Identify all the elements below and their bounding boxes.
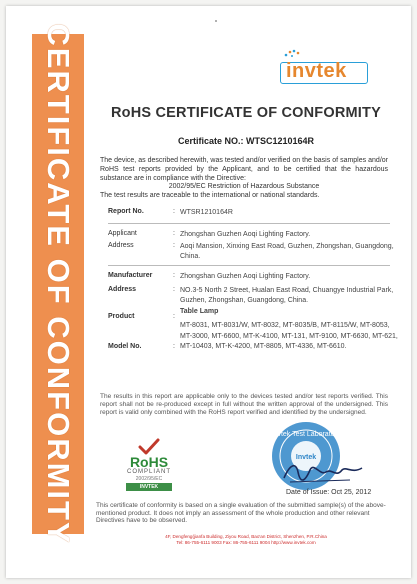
conformity-note: This certificate of conformity is based on a single evaluation of the submitted sample(s) of the above-mentioned product. It does not imply an assessment of the whole production and other relevant Directives have to be observed. bbox=[96, 502, 386, 524]
rohs-directive-text: 2002/95/EC bbox=[135, 476, 163, 482]
traceability-statement: The test results are traceable to the international or national standards. bbox=[100, 192, 320, 199]
model-no-label: Model No. bbox=[108, 343, 142, 350]
results-paragraph: The results in this report are applicable only to the devices tested and/or test reports verified. This report shall not be re-produced except in full without the written approval of the undersigned. This report is valid only combined with the RoHS report verified and identified by the undersigned. bbox=[100, 393, 388, 416]
top-mark bbox=[215, 20, 217, 22]
address-line: 4F, Dengfeng(jianfa Building, Ziyou Road, Bao'an District, Shenzhen, P.R.China bbox=[165, 534, 327, 539]
applicant-label: Applicant bbox=[108, 230, 137, 237]
certificate-number: Certificate NO.: WTSC1210164R bbox=[177, 136, 315, 146]
model-no-value: MT-8031, MT-8031/W, MT-8032, MT-8035/B, MT-8115/W, MT-8053, MT-3000, MT-6600, MT-K-4100, MT-131, MT-9100, MT-6630, MT-621, MT-10403, MT-K-4200, MT-8805, MT-4336, MT-6610. bbox=[180, 322, 398, 350]
product-label: Product bbox=[108, 313, 135, 320]
colon: : bbox=[173, 230, 175, 237]
manufacturer-address-value: NO.3-5 North 2 Street, Hualan East Road, Chuangye Industrial Park, Guzhen, Zhongshan, Guangdong, China. bbox=[180, 287, 394, 304]
colon: : bbox=[173, 343, 175, 350]
invtek-logo bbox=[280, 48, 372, 84]
colon: : bbox=[173, 272, 175, 279]
applicant-address-label: Address bbox=[108, 242, 134, 249]
colon: : bbox=[173, 286, 175, 293]
side-band-text: CERTIFICATE OF CONFORMITY bbox=[41, 23, 76, 545]
intro-paragraph: The device, as described herewith, was tested and/or verified on the basis of samples and/or RoHS test reports provided by the Applicant, and to be certified that the hazardous substance are in compliance with the Directive: bbox=[100, 157, 388, 182]
signature-icon bbox=[280, 458, 366, 486]
certificate-title: RoHS CERTIFICATE OF CONFORMITY bbox=[111, 105, 381, 121]
report-no-value: WTSR1210164R bbox=[180, 209, 233, 216]
colon: : bbox=[173, 208, 175, 215]
rohs-compliant-text: COMPLIANT bbox=[126, 469, 171, 475]
divider bbox=[108, 265, 390, 266]
applicant-value: Zhongshan Guzhen Aoqi Lighting Factory. bbox=[180, 231, 311, 238]
report-no-label: Report No. bbox=[108, 208, 144, 215]
manufacturer-address-label: Address bbox=[108, 286, 137, 293]
directive-line: 2002/95/EC Restriction of Hazardous Substance bbox=[168, 183, 320, 190]
divider bbox=[108, 223, 390, 224]
colon: : bbox=[173, 313, 175, 320]
rohs-brand-bar: INVTEK bbox=[126, 483, 172, 491]
manufacturer-label: Manufacturer bbox=[108, 272, 153, 279]
applicant-address-value: Aoqi Mansion, Xinxing East Road, Guzhen, Zhongshan, Guangdong, China. bbox=[180, 243, 394, 260]
contact-line: Tel: 86-755-6111 9003 Fax: 86-755-6111 9004 http://www.invtek.com bbox=[176, 540, 316, 545]
product-value: Table Lamp bbox=[180, 308, 219, 315]
seal-ring-text: Invtek Test Laboratory bbox=[271, 431, 341, 438]
rohs-word: RoHS bbox=[129, 454, 169, 470]
lab-address bbox=[96, 534, 396, 546]
seal-center-text: Invtek bbox=[295, 454, 317, 461]
logo-text: invtek bbox=[286, 60, 347, 82]
date-of-issue: Date of Issue: Oct 25, 2012 bbox=[286, 489, 372, 496]
manufacturer-value: Zhongshan Guzhen Aoqi Lighting Factory. bbox=[180, 273, 311, 280]
rohs-compliant-logo bbox=[118, 438, 180, 492]
colon: : bbox=[173, 242, 175, 249]
